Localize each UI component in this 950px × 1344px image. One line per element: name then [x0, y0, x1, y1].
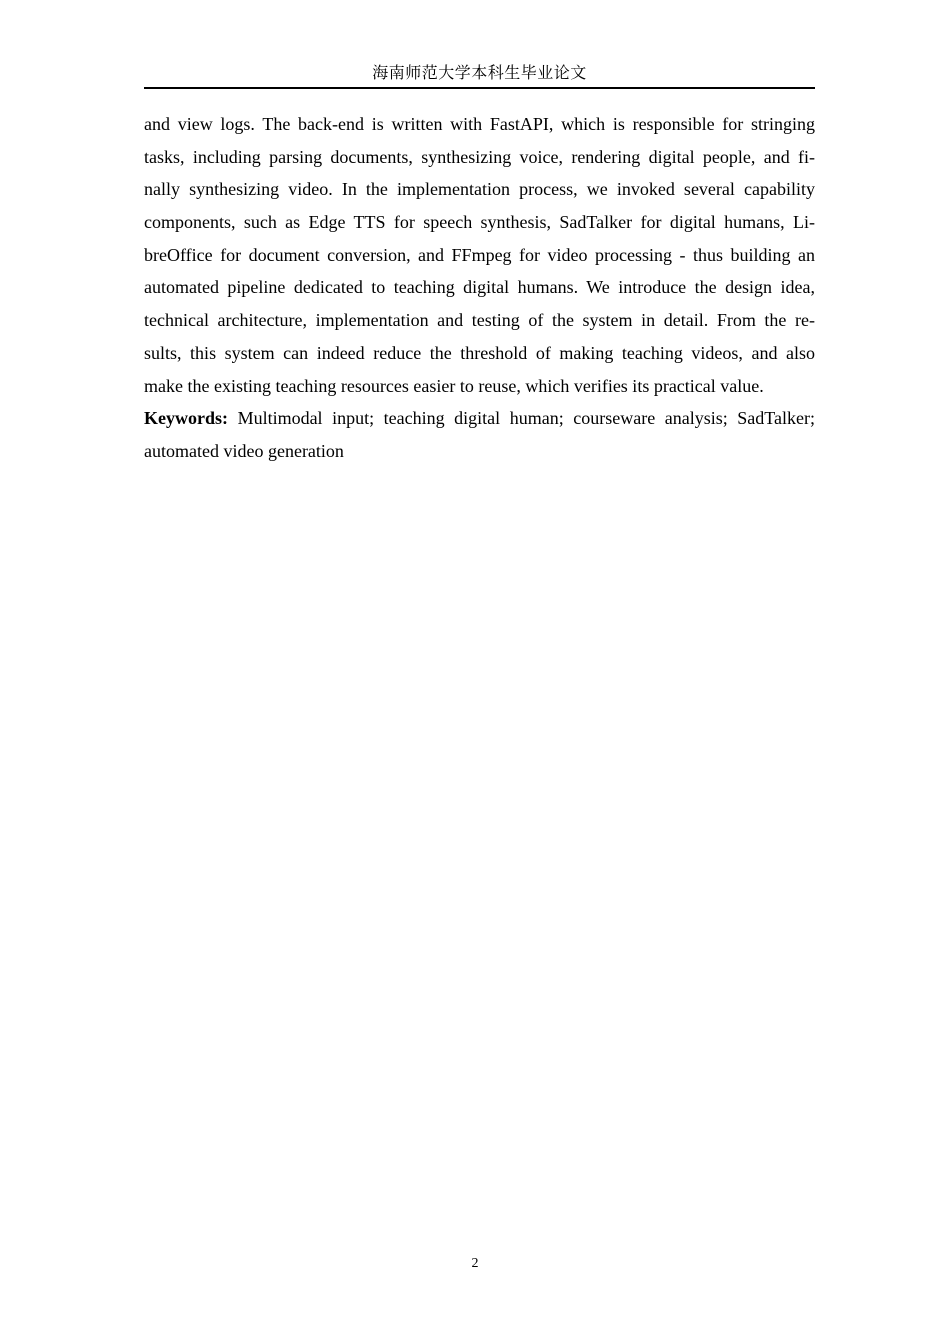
- keywords-line: [144, 402, 815, 435]
- abstract-line: breOffice for document conversion, and FFmpeg for video processing - thus building an: [144, 244, 815, 265]
- abstract-body: [144, 108, 815, 468]
- keywords-label: Keywords:: [144, 408, 228, 429]
- abstract-line: automated pipeline dedicated to teaching digital humans. We introduce the design idea,: [144, 277, 815, 298]
- abstract-line: tasks, including parsing documents, synthesizing voice, rendering digital people, and fi-: [144, 146, 815, 167]
- abstract-line: make the existing teaching resources easier to reuse, which verifies its practical value.: [144, 375, 764, 396]
- abstract-line: components, such as Edge TTS for speech synthesis, SadTalker for digital humans, Li-: [144, 212, 815, 233]
- header-rule: [144, 87, 815, 89]
- page-number: 2: [471, 1256, 479, 1271]
- keywords-continuation: automated video generation: [144, 440, 344, 461]
- abstract-line: technical architecture, implementation and testing of the system in detail. From the re-: [144, 310, 815, 331]
- abstract-line: and view logs. The back-end is written with FastAPI, which is responsible for stringing: [144, 114, 815, 134]
- abstract-line: nally synthesizing video. In the implementation process, we invoked several capability: [144, 179, 815, 200]
- page-header: 海南师范大学本科生毕业论文: [372, 65, 587, 82]
- keywords-text: Multimodal input; teaching digital human; courseware analysis; SadTalker;: [237, 408, 816, 429]
- abstract-line: sults, this system can indeed reduce the threshold of making teaching videos, and also: [144, 342, 815, 363]
